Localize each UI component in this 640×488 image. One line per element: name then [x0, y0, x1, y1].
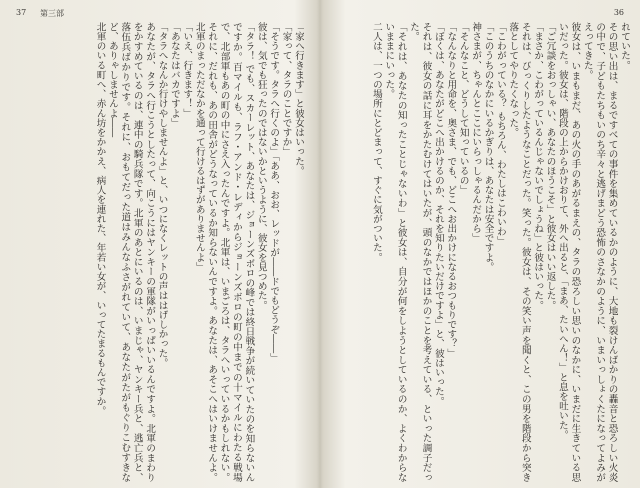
left-page [0, 0, 318, 488]
paragraph: 二人は、一つの場所にとどまって、すぐに気がついた。 [370, 22, 382, 262]
paragraph: 「こわがっている？ もちろん、わたしはこわいわ」 [494, 22, 506, 246]
vertical-text-column [14, 22, 304, 482]
page-number: 37 [16, 8, 27, 17]
page-number: 36 [613, 8, 624, 17]
paragraph: 「そうです。タラへ行くのよ」「ああ、おお、レッドが――ドでもどうぞ――」 [268, 22, 280, 363]
paragraph: 「タラ！ でも、スカーレット、あなたは、ジョーンズボロの峰では終日戦争が続いていたのを知らないんですか。百マイルも、ラフ・アンド・レディからジョーンズボロの町の中までの十マイルにわたる戦場で、北部軍もあの町の中にさえ入ったんですよ。北軍は、いまごろは、タラへいっているかもしれない。それに、だれも、あの田舎がどうなっているか知らないんですよ。あなたは、あそこへはいけませんよ。北軍のまっただなかを通って行けるはずがありませんよ」 [193, 22, 255, 482]
paragraph: 彼は、気でも狂ったのではないかというように、彼女を見つめた。 [255, 22, 267, 310]
paragraph: それは、びっくりしたようなことだった。笑った。彼女は、その笑い声を聞くと、この男を階段から突き落としてやりたくなった。 [507, 22, 531, 482]
paragraph: 「このうちのなかにいるかぎりは、あなたは安全ですよ。 [482, 22, 494, 272]
paragraph: 「そんなこと、どうして知っているの」 [457, 22, 469, 195]
right-page [322, 0, 640, 488]
paragraph: 北軍のいる町へ、赤ん坊をかかえ、病人を連れた、年若い女が、いってたまるもんですか。 [94, 22, 106, 416]
paragraph: その思い出は、まるですべての事件を集めているかのように、大地も裂けんばかりの轟音と恐ろしい火炎の中で、子どもたちもいのち辛々と逃げまどう恐怖のさなかのように、いまいっしょくたになってよみがえってきた。 [581, 22, 618, 482]
paragraph: 神さまが、ちゃんとここにいらっしゃるんだから」 [470, 22, 482, 243]
paragraph: 「なんなりと用命を、奥さま、でも、どこへお出かけになるおつもりです？」 [445, 22, 457, 358]
paragraph: それは、彼女の話に耳をかたむけてはいたが、頭のなかではほかのことを考えている、といった調子だった。 [408, 22, 432, 482]
paragraph: 「家へ行きます」と彼女はいった。 [293, 22, 304, 176]
paragraph: 「ご冗談をおっしゃい、あなたのほうこそ」と彼女はいい返した。 [544, 22, 556, 310]
section-header: 第三部 [40, 9, 64, 18]
paragraph: 彼女は、いまもまだ、あの火の手のあがるまえの、タラの恐ろしい思いのなかに、いまだに生きている思いだった。彼女は、階段の上からかけおりて、外へ出ると、「まあ、たいへん！」と息を吐いた。 [556, 22, 581, 482]
paragraph: 「まさか、こわがっているんじゃないでしょうね」と彼はいった。 [532, 22, 544, 310]
paragraph: 「いえ、行きます！」 [181, 22, 193, 118]
paragraph: 「それは、あなたの知ったことじゃないわ」と彼女は、自分が何をしようとしているのか、よくわからないままにいった。 [383, 22, 407, 482]
paragraph: 「家って、タラのことですか」 [280, 22, 292, 157]
paragraph: れていた。 [619, 22, 630, 70]
paragraph: 「あなたはバカですよ」 [168, 22, 180, 128]
paragraph: あなたが、タラへ行こうとしたって、向こうにはヤンキーの軍隊がいっぱいいるんですよ。北軍のまわりをかすめているのは、連中の騎兵隊です。北軍のあとにいるのは、いまじゃ、ヤンキー兵と、逃亡兵と、落伍兵ばかりです。それに、おもてだった道はみんなふさがれていて、あなたがたがもぐりこむすきなど、ありゃしませんよ―― [106, 22, 156, 482]
vertical-text-column [330, 22, 630, 482]
paragraph: 「ぼくは、あなたがどこへ出かけるのか、それを知りたいだけですよ」と、彼はいった。 [432, 22, 444, 406]
paragraph: 「タラへなんか行けやしませんよ」と、いつになくレットの声ははげしかった。 [156, 22, 168, 368]
